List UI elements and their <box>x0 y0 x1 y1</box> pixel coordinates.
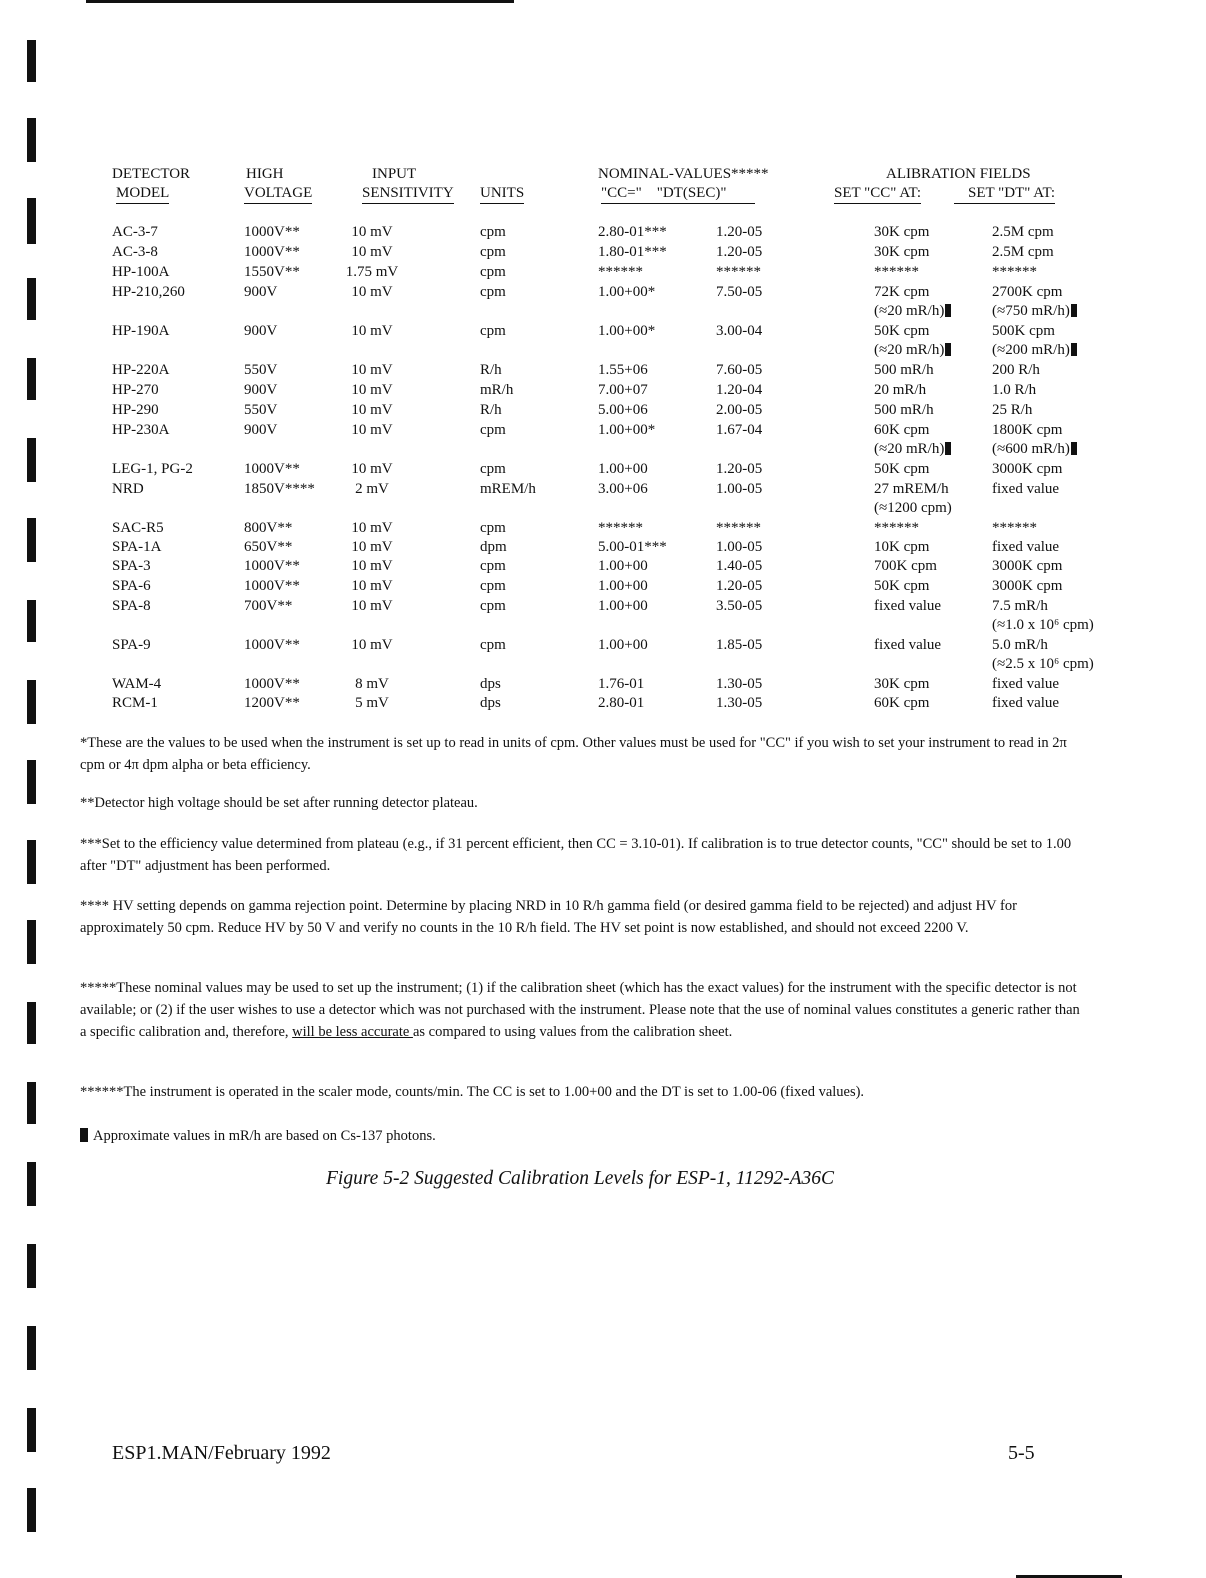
nominal-cc: 1.55+06 <box>598 362 648 378</box>
footnote-square-icon <box>945 304 951 317</box>
detector-model: RCM-1 <box>112 695 158 711</box>
nominal-dt: 1.00-05 <box>716 539 763 555</box>
detector-model: HP-190A <box>112 323 170 339</box>
set-cc-at: 50K cpm <box>874 578 930 594</box>
input-sensitivity: 10 mV <box>351 422 393 438</box>
units: mR/h <box>480 382 514 398</box>
detector-model: SAC-R5 <box>112 520 164 536</box>
detector-model: SPA-6 <box>112 578 151 594</box>
input-sensitivity: 10 mV <box>351 382 393 398</box>
footer-doc-id: ESP1.MAN/February 1992 <box>112 1442 331 1464</box>
nominal-cc: 5.00+06 <box>598 402 648 418</box>
nominal-dt: 7.60-05 <box>716 362 763 378</box>
table-row <box>0 635 1206 655</box>
nominal-dt: 1.40-05 <box>716 558 763 574</box>
high-voltage: 900V <box>244 284 278 300</box>
high-voltage: 1000V** <box>244 224 300 240</box>
high-voltage: 1850V**** <box>244 481 315 497</box>
high-voltage: 1000V** <box>244 637 300 653</box>
change-bar <box>27 1082 36 1124</box>
header-set-dt: SET "DT" AT: <box>954 183 1055 204</box>
emphasis-underline: will be less accurate <box>292 1024 413 1040</box>
units: cpm <box>480 598 506 614</box>
table-row <box>0 576 1206 596</box>
table-row <box>0 282 1206 302</box>
detector-model: AC-3-7 <box>112 224 158 240</box>
table-row <box>0 459 1206 479</box>
header-voltage: VOLTAGE <box>244 183 312 204</box>
set-cc-at: fixed value <box>874 637 942 653</box>
high-voltage: 1000V** <box>244 676 300 692</box>
set-dt-at: 2.5M cpm <box>992 244 1054 260</box>
header-detector: DETECTOR <box>112 166 191 182</box>
set-cc-at: 50K cpm <box>874 323 930 339</box>
set-dt-at: (≈2.5 x 10⁶ cpm) <box>992 656 1094 672</box>
nominal-cc: 1.76-01 <box>598 676 645 692</box>
detector-model: HP-230A <box>112 422 170 438</box>
input-sensitivity: 10 mV <box>351 598 393 614</box>
header-high: HIGH <box>246 166 284 182</box>
table-row <box>0 674 1206 694</box>
set-dt-at: 1800K cpm <box>992 422 1063 438</box>
set-cc-at: 30K cpm <box>874 244 930 260</box>
high-voltage: 650V** <box>244 539 293 555</box>
nominal-cc: 2.80-01*** <box>598 224 667 240</box>
input-sensitivity: 10 mV <box>351 284 393 300</box>
set-dt-at: (≈750 mR/h) <box>992 301 1077 321</box>
page-number: 5-5 <box>1008 1442 1035 1464</box>
units: cpm <box>480 637 506 653</box>
nominal-cc: 2.80-01 <box>598 695 645 711</box>
nominal-dt: 1.20-05 <box>716 224 763 240</box>
set-dt-at: 500K cpm <box>992 323 1055 339</box>
change-bar <box>27 1326 36 1370</box>
header-units: UNITS <box>480 183 524 204</box>
units: dps <box>480 695 501 711</box>
input-sensitivity: 10 mV <box>351 402 393 418</box>
high-voltage: 1000V** <box>244 461 300 477</box>
table-row <box>0 596 1206 616</box>
set-cc-at: fixed value <box>874 598 942 614</box>
set-cc-at: 27 mREM/h <box>874 481 949 497</box>
nominal-cc: 1.80-01*** <box>598 244 667 260</box>
change-bar <box>27 40 36 82</box>
set-cc-at: 500 mR/h <box>874 362 934 378</box>
nominal-cc: 1.00+00* <box>598 422 656 438</box>
set-dt-at: (≈1.0 x 10⁶ cpm) <box>992 617 1094 633</box>
high-voltage: 550V <box>244 362 278 378</box>
set-dt-at: 7.5 mR/h <box>992 598 1048 614</box>
table-row <box>0 693 1206 713</box>
nominal-cc: 3.00+06 <box>598 481 648 497</box>
table-row <box>0 537 1206 557</box>
detector-model: SPA-8 <box>112 598 151 614</box>
header-set-cc: SET "CC" AT: <box>834 183 921 204</box>
footnote-6: ******The instrument is operated in the scaler mode, counts/min. The CC is set to 1.00+00 and the DT is set to 1.00-06 (fixed values). <box>80 1084 865 1100</box>
nominal-cc: 1.00+00 <box>598 598 648 614</box>
nominal-dt: 1.20-05 <box>716 578 763 594</box>
set-dt-at: 1.0 R/h <box>992 382 1037 398</box>
units: cpm <box>480 422 506 438</box>
footnote-square-icon <box>945 442 951 455</box>
units: R/h <box>480 362 502 378</box>
nominal-cc: 7.00+07 <box>598 382 648 398</box>
set-cc-at: ****** <box>874 264 919 280</box>
header-cc: "CC=" <box>601 185 642 201</box>
nominal-dt: ****** <box>716 264 761 280</box>
nominal-dt: 7.50-05 <box>716 284 763 300</box>
table-row <box>0 479 1206 499</box>
nominal-dt: 1.20-04 <box>716 382 763 398</box>
nominal-dt: 1.30-05 <box>716 676 763 692</box>
input-sensitivity: 2 mV <box>355 481 389 497</box>
detector-model: LEG-1, PG-2 <box>112 461 193 477</box>
input-sensitivity: 5 mV <box>355 695 389 711</box>
set-dt-at: fixed value <box>992 695 1060 711</box>
header-calibration-fields: ALIBRATION FIELDS <box>886 166 1031 182</box>
change-bar <box>27 1002 36 1044</box>
units: dpm <box>480 539 507 555</box>
table-row-continuation <box>0 301 1206 321</box>
high-voltage: 1000V** <box>244 558 300 574</box>
high-voltage: 900V <box>244 323 278 339</box>
change-bar <box>27 1408 36 1452</box>
high-voltage: 1200V** <box>244 695 300 711</box>
footnote-square-icon <box>1071 343 1077 356</box>
nominal-cc: ****** <box>598 520 643 536</box>
table-row <box>0 222 1206 242</box>
set-cc-at: (≈20 mR/h) <box>874 340 951 360</box>
detector-model: HP-270 <box>112 382 159 398</box>
nominal-cc: 1.00+00 <box>598 578 648 594</box>
table-row-continuation <box>0 498 1206 518</box>
high-voltage: 1000V** <box>244 578 300 594</box>
change-bar <box>27 840 36 884</box>
footnote-1: *These are the values to be used when the instrument is set up to read in units of cpm. Other values must be used for "CC" if you wish to set your instrument to read in 2π cpm or 4π dpm alpha or beta efficiency. <box>80 735 1067 773</box>
table-row-continuation <box>0 615 1206 635</box>
footnote-4: **** HV setting depends on gamma rejection point. Determine by placing NRD in 10 R/h gamma field (or desired gamma field to be rejected) and adjust HV for approximately 50 cpm. Reduce HV by 50 V and verify no counts in the 10 R/h field. The HV set point is now established, and should not exceed 2200 V. <box>80 898 1017 936</box>
set-cc-at: 20 mR/h <box>874 382 927 398</box>
table-row <box>0 242 1206 262</box>
nominal-dt: 2.00-05 <box>716 402 763 418</box>
units: cpm <box>480 264 506 280</box>
change-bar <box>27 118 36 162</box>
input-sensitivity: 10 mV <box>351 461 393 477</box>
input-sensitivity: 10 mV <box>351 323 393 339</box>
set-dt-at: ****** <box>992 264 1037 280</box>
input-sensitivity: 10 mV <box>351 224 393 240</box>
units: dps <box>480 676 501 692</box>
table-row <box>0 262 1206 282</box>
detector-model: HP-100A <box>112 264 170 280</box>
change-bar <box>27 1488 36 1532</box>
set-dt-at: 3000K cpm <box>992 461 1063 477</box>
set-cc-at: 50K cpm <box>874 461 930 477</box>
table-row-continuation <box>0 439 1206 459</box>
change-bar <box>27 920 36 964</box>
units: cpm <box>480 520 506 536</box>
table-row <box>0 380 1206 400</box>
change-bar <box>27 760 36 804</box>
table-row <box>0 518 1206 538</box>
set-dt-at: fixed value <box>992 481 1060 497</box>
input-sensitivity: 10 mV <box>351 362 393 378</box>
set-cc-at: (≈1200 cpm) <box>874 500 952 516</box>
units: cpm <box>480 224 506 240</box>
high-voltage: 700V** <box>244 598 293 614</box>
high-voltage: 1000V** <box>244 244 300 260</box>
footnote-square-icon <box>80 1128 88 1142</box>
nominal-cc: 5.00-01*** <box>598 539 667 555</box>
footnote-square-icon <box>1071 442 1077 455</box>
input-sensitivity: 10 mV <box>351 578 393 594</box>
units: cpm <box>480 461 506 477</box>
units: cpm <box>480 284 506 300</box>
nominal-cc: 1.00+00 <box>598 558 648 574</box>
detector-model: HP-290 <box>112 402 159 418</box>
input-sensitivity: 10 mV <box>351 520 393 536</box>
header-cc-dt <box>601 183 755 204</box>
detector-model: NRD <box>112 481 144 497</box>
header-input: INPUT <box>372 166 417 182</box>
nominal-cc: 1.00+00 <box>598 461 648 477</box>
detector-model: WAM-4 <box>112 676 162 692</box>
set-dt-at: ****** <box>992 520 1037 536</box>
input-sensitivity: 10 mV <box>351 637 393 653</box>
set-cc-at: (≈20 mR/h) <box>874 439 951 459</box>
set-cc-at: (≈20 mR/h) <box>874 301 951 321</box>
set-cc-at: 700K cpm <box>874 558 937 574</box>
high-voltage: 800V** <box>244 520 293 536</box>
nominal-dt: 1.30-05 <box>716 695 763 711</box>
set-dt-at: 2.5M cpm <box>992 224 1054 240</box>
set-dt-at: 3000K cpm <box>992 578 1063 594</box>
footnote-5: *****These nominal values may be used to set up the instrument; (1) if the calibration sheet (which has the exact values) for the instrument with the specific detector is not available; or (2) if the user wishes to use a detector which was not purchased with the instrument. Please note that the use of nominal values constitutes a generic rather than a specific calibration and, therefore, will be less accurate as compared to using values from the calibration sheet. <box>80 980 1080 1040</box>
table-row <box>0 360 1206 380</box>
high-voltage: 900V <box>244 422 278 438</box>
footnote-square-icon <box>1071 304 1077 317</box>
set-dt-at: 5.0 mR/h <box>992 637 1048 653</box>
input-sensitivity: 10 mV <box>351 558 393 574</box>
units: R/h <box>480 402 502 418</box>
high-voltage: 550V <box>244 402 278 418</box>
table-row-continuation <box>0 340 1206 360</box>
set-dt-at: 200 R/h <box>992 362 1040 378</box>
table-row <box>0 556 1206 576</box>
set-cc-at: 72K cpm <box>874 284 930 300</box>
header-nominal-values: NOMINAL-VALUES***** <box>598 166 769 182</box>
detector-model: SPA-9 <box>112 637 151 653</box>
set-dt-at: fixed value <box>992 539 1060 555</box>
scan-top-rule <box>86 0 514 3</box>
set-cc-at: 60K cpm <box>874 422 930 438</box>
set-dt-at: 3000K cpm <box>992 558 1063 574</box>
set-dt-at: (≈200 mR/h) <box>992 340 1077 360</box>
table-row-continuation <box>0 654 1206 674</box>
set-dt-at: 2700K cpm <box>992 284 1063 300</box>
figure-caption: Figure 5-2 Suggested Calibration Levels for ESP-1, 11292-A36C <box>325 1168 835 1189</box>
units: cpm <box>480 244 506 260</box>
input-sensitivity: 8 mV <box>355 676 389 692</box>
input-sensitivity: 10 mV <box>351 539 393 555</box>
nominal-dt: ****** <box>716 520 761 536</box>
set-cc-at: 60K cpm <box>874 695 930 711</box>
nominal-dt: 1.20-05 <box>716 461 763 477</box>
units: cpm <box>480 578 506 594</box>
input-sensitivity: 1.75 mV <box>345 264 399 280</box>
nominal-dt: 1.85-05 <box>716 637 763 653</box>
set-dt-at: fixed value <box>992 676 1060 692</box>
header-sensitivity: SENSITIVITY <box>362 183 454 204</box>
units: cpm <box>480 558 506 574</box>
header-dt: "DT(SEC)" <box>656 185 727 201</box>
footnote-2: **Detector high voltage should be set after running detector plateau. <box>80 795 478 811</box>
high-voltage: 1550V** <box>244 264 300 280</box>
units: cpm <box>480 323 506 339</box>
nominal-cc: 1.00+00* <box>598 284 656 300</box>
detector-model: HP-220A <box>112 362 170 378</box>
set-cc-at: 500 mR/h <box>874 402 934 418</box>
detector-model: SPA-3 <box>112 558 151 574</box>
nominal-dt: 1.67-04 <box>716 422 763 438</box>
table-row <box>0 321 1206 341</box>
set-cc-at: ****** <box>874 520 919 536</box>
detector-model: SPA-1A <box>112 539 162 555</box>
table-row <box>0 400 1206 420</box>
set-cc-at: 10K cpm <box>874 539 930 555</box>
table-row <box>0 420 1206 440</box>
detector-model: HP-210,260 <box>112 284 185 300</box>
set-dt-at: (≈600 mR/h) <box>992 439 1077 459</box>
footnote-square-icon <box>945 343 951 356</box>
header-model: MODEL <box>116 183 169 204</box>
input-sensitivity: 10 mV <box>351 244 393 260</box>
set-cc-at: 30K cpm <box>874 224 930 240</box>
nominal-dt: 3.50-05 <box>716 598 763 614</box>
set-dt-at: 25 R/h <box>992 402 1033 418</box>
nominal-dt: 1.00-05 <box>716 481 763 497</box>
nominal-cc: 1.00+00 <box>598 637 648 653</box>
nominal-dt: 1.20-05 <box>716 244 763 260</box>
high-voltage: 900V <box>244 382 278 398</box>
footnote-3: ***Set to the efficiency value determined from plateau (e.g., if 31 percent efficient, then CC = 3.10-01). If calibration is to true detector counts, "CC" should be set to 1.00 after "DT" adjustment has been performed. <box>80 836 1072 874</box>
nominal-cc: 1.00+00* <box>598 323 656 339</box>
units: mREM/h <box>480 481 536 497</box>
nominal-dt: 3.00-04 <box>716 323 763 339</box>
set-cc-at: 30K cpm <box>874 676 930 692</box>
nominal-cc: ****** <box>598 264 643 280</box>
detector-model: AC-3-8 <box>112 244 158 260</box>
change-bar <box>27 1244 36 1288</box>
footnote-7: Approximate values in mR/h are based on Cs-137 photons. <box>80 1125 1080 1147</box>
